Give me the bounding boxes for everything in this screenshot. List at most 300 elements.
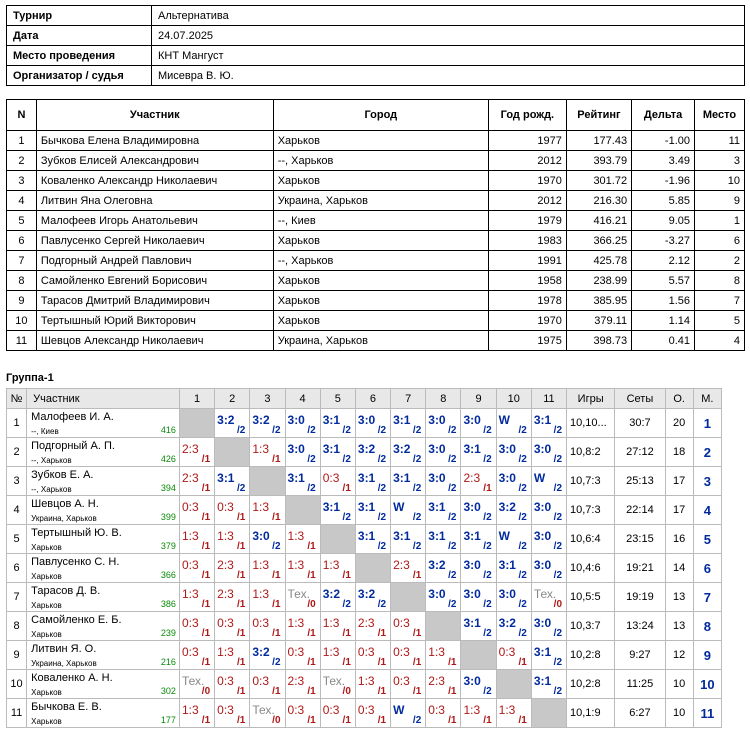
row-number: 5 — [7, 525, 27, 554]
game-score: 3:0 — [428, 413, 446, 427]
participant-city: Харьков — [31, 572, 62, 581]
game-result-cell — [426, 670, 461, 699]
game-result-cell — [320, 554, 355, 583]
game-result-cell — [461, 438, 496, 467]
participant-city: Украина, Харьков — [31, 659, 97, 668]
info-row — [7, 46, 745, 66]
crosstable-row — [7, 699, 722, 728]
game-points: /2 — [483, 686, 492, 697]
game-score: 0:3 — [322, 471, 340, 485]
crosstable-row — [7, 496, 722, 525]
final-place: 9 — [693, 641, 721, 670]
games-summary: 10,1:9 — [567, 699, 615, 728]
players-column-header: Участник — [36, 100, 273, 131]
crosstable-row — [7, 409, 722, 438]
row-number: 10 — [7, 670, 27, 699]
game-points: /1 — [236, 686, 246, 697]
game-points: /2 — [377, 425, 387, 436]
game-score: 2:3 — [181, 471, 199, 485]
group-crosstable — [6, 388, 722, 728]
crosstable-column-header: Игры — [567, 389, 615, 409]
game-points: /1 — [448, 715, 457, 726]
player-cell: Украина, Харьков — [273, 331, 488, 351]
game-score: 3:2 — [252, 645, 270, 659]
participant-cell — [27, 496, 180, 525]
final-place: 5 — [693, 525, 721, 554]
info-value: КНТ Мангуст — [152, 46, 745, 66]
game-score: 1:3 — [322, 616, 340, 630]
game-points: /1 — [236, 657, 246, 668]
participant-name: Литвин Я. О. — [31, 643, 97, 655]
player-cell: Тертышный Юрий Викторович — [36, 311, 273, 331]
game-points: /1 — [377, 628, 387, 639]
crosstable-column-header: О. — [665, 389, 693, 409]
sets-summary: 30:7 — [615, 409, 665, 438]
game-score: 1:3 — [252, 558, 270, 572]
game-score: W — [533, 471, 546, 485]
game-score: 3:2 — [357, 442, 376, 456]
game-score: 3:1 — [393, 529, 411, 543]
game-score: 3:2 — [322, 587, 341, 601]
player-cell: Малофеев Игорь Анатольевич — [36, 211, 273, 231]
game-points: /1 — [201, 599, 211, 610]
crosstable-column-header: 6 — [355, 389, 390, 409]
game-result-cell — [391, 467, 426, 496]
game-result-cell — [461, 699, 496, 728]
game-score: 3:0 — [287, 413, 305, 427]
final-place: 4 — [693, 496, 721, 525]
final-place: 1 — [693, 409, 721, 438]
participant-rating: 416 — [160, 425, 176, 435]
game-points: /1 — [307, 686, 316, 697]
game-result-cell — [531, 438, 566, 467]
game-score: 0:3 — [181, 500, 199, 514]
game-result-cell — [179, 670, 214, 699]
player-cell: 5 — [7, 211, 37, 231]
game-points: /2 — [236, 483, 246, 494]
game-points: /1 — [236, 715, 246, 726]
game-score: 1:3 — [463, 703, 481, 717]
game-score: W — [393, 500, 405, 514]
game-score: 0:3 — [217, 616, 234, 630]
game-result-cell — [320, 699, 355, 728]
player-cell: --, Харьков — [273, 151, 488, 171]
row-number: 1 — [7, 409, 27, 438]
final-place: 3 — [693, 467, 721, 496]
game-score: Тех. — [181, 674, 205, 688]
game-score: 3:0 — [428, 442, 446, 456]
game-result-cell — [355, 438, 390, 467]
game-points: /2 — [553, 541, 563, 552]
crosstable-row — [7, 467, 722, 496]
crosstable-column-header: 4 — [285, 389, 320, 409]
game-points: /1 — [201, 628, 211, 639]
game-result-cell — [426, 641, 461, 670]
participant-rating: 177 — [160, 715, 176, 725]
game-score: 1:3 — [287, 529, 305, 543]
participant-city: Харьков — [31, 601, 62, 610]
game-score: 3:0 — [287, 442, 305, 456]
game-points: /2 — [236, 425, 246, 436]
crosstable-column-header: 9 — [461, 389, 496, 409]
diagonal-cell — [496, 670, 531, 699]
player-cell: 216.30 — [566, 191, 631, 211]
row-number: 7 — [7, 583, 27, 612]
game-score: 1:3 — [498, 703, 516, 717]
participant-name: Тертышный Ю. В. — [31, 527, 122, 539]
game-points: /2 — [272, 657, 281, 668]
game-result-cell — [215, 525, 250, 554]
game-score: 0:3 — [217, 674, 234, 688]
crosstable-column-header: 11 — [531, 389, 566, 409]
game-result-cell — [461, 670, 496, 699]
crosstable-row — [7, 670, 722, 699]
player-cell: 1 — [7, 131, 37, 151]
game-points: /2 — [518, 425, 527, 436]
player-cell: -3.27 — [632, 231, 695, 251]
game-score: 3:1 — [428, 529, 446, 543]
game-result-cell — [320, 496, 355, 525]
game-points: /0 — [201, 686, 211, 697]
final-place: 10 — [693, 670, 721, 699]
points-total: 20 — [665, 409, 693, 438]
game-points: /2 — [518, 512, 527, 523]
game-points: /1 — [307, 541, 316, 552]
game-score: 2:3 — [428, 674, 445, 688]
games-summary: 10,3:7 — [567, 612, 615, 641]
crosstable-row — [7, 554, 722, 583]
game-score: 3:1 — [287, 471, 305, 485]
player-cell: 8 — [695, 271, 745, 291]
game-result-cell — [320, 612, 355, 641]
game-points: /2 — [307, 483, 316, 494]
player-cell: Харьков — [273, 231, 488, 251]
players-column-header: Год рожд. — [488, 100, 566, 131]
game-score: 0:3 — [287, 703, 305, 717]
player-cell: 3.49 — [632, 151, 695, 171]
game-result-cell — [250, 641, 285, 670]
game-points: /1 — [272, 570, 281, 581]
game-points: /0 — [342, 686, 351, 697]
game-result-cell — [179, 641, 214, 670]
game-points: /1 — [272, 512, 281, 523]
game-result-cell — [461, 525, 496, 554]
participant-city: Украина, Харьков — [31, 514, 97, 523]
sets-summary: 23:15 — [615, 525, 665, 554]
game-score: 0:3 — [393, 645, 410, 659]
game-points: /1 — [201, 657, 211, 668]
game-points: /1 — [272, 454, 281, 465]
sets-summary: 27:12 — [615, 438, 665, 467]
game-score: 3:1 — [463, 616, 481, 630]
crosstable-column-header: 1 — [179, 389, 214, 409]
participant-rating: 216 — [160, 657, 176, 667]
sets-summary: 9:27 — [615, 641, 665, 670]
participant-name: Бычкова Е. В. — [31, 701, 102, 713]
game-points: /2 — [448, 425, 457, 436]
game-result-cell — [391, 409, 426, 438]
diagonal-cell — [250, 467, 285, 496]
game-points: /1 — [342, 657, 351, 668]
game-score: 2:3 — [217, 558, 234, 572]
game-score: 0:3 — [393, 674, 410, 688]
game-result-cell — [179, 612, 214, 641]
player-cell: 6 — [7, 231, 37, 251]
game-points: /2 — [448, 512, 457, 523]
game-result-cell — [285, 699, 320, 728]
player-row — [7, 131, 745, 151]
game-points: /2 — [377, 541, 387, 552]
game-result-cell — [250, 438, 285, 467]
game-result-cell — [461, 554, 496, 583]
game-score: 3:0 — [533, 529, 552, 543]
player-row — [7, 171, 745, 191]
sets-summary: 6:27 — [615, 699, 665, 728]
game-score: 3:2 — [252, 413, 270, 427]
games-summary: 10,10... — [567, 409, 615, 438]
game-score: Тех. — [533, 587, 557, 601]
player-cell: 5.85 — [632, 191, 695, 211]
game-score: 3:2 — [428, 558, 446, 572]
game-score: 1:3 — [322, 558, 340, 572]
game-result-cell — [355, 641, 390, 670]
participant-name: Тарасов Д. В. — [31, 585, 101, 597]
game-points: /2 — [448, 599, 457, 610]
game-score: 3:0 — [463, 587, 481, 601]
player-cell: 9 — [695, 191, 745, 211]
participant-rating: 379 — [160, 541, 176, 551]
game-points: /1 — [412, 628, 422, 639]
sets-summary: 22:14 — [615, 496, 665, 525]
game-result-cell — [320, 641, 355, 670]
game-points: /2 — [518, 628, 527, 639]
game-result-cell — [531, 670, 566, 699]
game-points: /2 — [342, 454, 351, 465]
games-summary: 10,2:8 — [567, 670, 615, 699]
game-points: /1 — [342, 715, 351, 726]
game-points: /2 — [483, 425, 492, 436]
player-cell: 1975 — [488, 331, 566, 351]
player-cell: 2 — [7, 151, 37, 171]
info-row — [7, 26, 745, 46]
game-points: /2 — [448, 454, 457, 465]
games-summary: 10,5:5 — [567, 583, 615, 612]
game-score: 2:3 — [217, 587, 234, 601]
participant-city: --, Киев — [31, 427, 59, 436]
game-score: 1:3 — [428, 645, 445, 659]
game-score: 3:1 — [533, 413, 552, 427]
game-points: /1 — [272, 599, 281, 610]
player-cell: 398.73 — [566, 331, 631, 351]
game-score: 3:0 — [498, 442, 516, 456]
game-result-cell — [215, 670, 250, 699]
info-value: Альтернатива — [152, 6, 745, 26]
game-score: 3:0 — [533, 500, 552, 514]
game-points: /2 — [553, 657, 563, 668]
games-summary: 10,6:4 — [567, 525, 615, 554]
game-result-cell — [215, 699, 250, 728]
players-column-header: Город — [273, 100, 488, 131]
player-row — [7, 231, 745, 251]
player-cell: 1970 — [488, 171, 566, 191]
game-score: 3:0 — [533, 558, 552, 572]
game-result-cell — [285, 438, 320, 467]
game-score: 3:1 — [322, 413, 341, 427]
game-points: /1 — [201, 715, 211, 726]
group-title: Группа-1 — [6, 372, 54, 384]
player-cell: 2 — [695, 251, 745, 271]
participant-cell — [27, 612, 180, 641]
player-cell: 3 — [695, 151, 745, 171]
game-points: /2 — [483, 628, 492, 639]
game-score: 0:3 — [217, 703, 234, 717]
participant-rating: 386 — [160, 599, 176, 609]
game-score: 0:3 — [357, 703, 375, 717]
participant-name: Коваленко А. Н. — [31, 672, 113, 684]
game-result-cell — [496, 409, 531, 438]
game-result-cell — [320, 467, 355, 496]
game-result-cell — [426, 699, 461, 728]
sets-summary: 13:24 — [615, 612, 665, 641]
diagonal-cell — [320, 525, 355, 554]
game-score: 3:0 — [463, 674, 481, 688]
game-score: W — [498, 413, 510, 427]
game-score: 0:3 — [217, 500, 234, 514]
game-score: 3:2 — [217, 413, 235, 427]
game-points: /1 — [236, 512, 246, 523]
game-score: 3:0 — [498, 587, 516, 601]
game-score: 1:3 — [252, 500, 270, 514]
info-label: Турнир — [7, 6, 152, 26]
game-score: 3:1 — [357, 471, 376, 485]
player-cell: 10 — [695, 171, 745, 191]
players-column-header: Рейтинг — [566, 100, 631, 131]
player-cell: 385.95 — [566, 291, 631, 311]
game-result-cell — [531, 583, 566, 612]
game-score: 3:0 — [498, 471, 516, 485]
participant-cell — [27, 525, 180, 554]
game-points: /1 — [377, 715, 387, 726]
player-cell: 1977 — [488, 131, 566, 151]
participant-city: --, Харьков — [31, 485, 72, 494]
game-score: 3:1 — [533, 645, 552, 659]
game-score: 0:3 — [322, 703, 340, 717]
game-points: /1 — [307, 570, 316, 581]
players-column-header: Дельта — [632, 100, 695, 131]
player-cell: 425.78 — [566, 251, 631, 271]
sets-summary: 19:21 — [615, 554, 665, 583]
game-points: /2 — [412, 512, 422, 523]
crosstable-column-header: Сеты — [615, 389, 665, 409]
game-score: 3:1 — [357, 500, 376, 514]
player-cell: 416.21 — [566, 211, 631, 231]
game-result-cell — [250, 612, 285, 641]
game-points: /2 — [518, 483, 527, 494]
game-score: 3:0 — [463, 413, 481, 427]
game-score: 3:1 — [322, 500, 341, 514]
points-total: 10 — [665, 670, 693, 699]
points-total: 17 — [665, 467, 693, 496]
info-label: Место проведения — [7, 46, 152, 66]
game-points: /2 — [412, 454, 422, 465]
player-cell: 2012 — [488, 191, 566, 211]
game-result-cell — [355, 699, 390, 728]
game-points: /1 — [518, 715, 527, 726]
player-cell: 5 — [695, 311, 745, 331]
game-points: /1 — [342, 628, 351, 639]
game-score: 3:0 — [252, 529, 270, 543]
sets-summary: 25:13 — [615, 467, 665, 496]
points-total: 17 — [665, 496, 693, 525]
game-result-cell — [391, 554, 426, 583]
participant-city: Харьков — [31, 688, 62, 697]
game-result-cell — [250, 583, 285, 612]
game-result-cell — [426, 409, 461, 438]
player-cell: 238.99 — [566, 271, 631, 291]
game-score: Тех. — [322, 674, 346, 688]
game-result-cell — [215, 641, 250, 670]
player-cell: Подгорный Андрей Павлович — [36, 251, 273, 271]
game-result-cell — [355, 525, 390, 554]
game-result-cell — [531, 496, 566, 525]
player-row — [7, 211, 745, 231]
game-result-cell — [461, 583, 496, 612]
crosstable-column-header: 10 — [496, 389, 531, 409]
game-points: /2 — [448, 483, 457, 494]
player-cell: 10 — [7, 311, 37, 331]
participant-rating: 399 — [160, 512, 176, 522]
game-result-cell — [355, 496, 390, 525]
game-result-cell — [215, 409, 250, 438]
game-result-cell — [285, 583, 320, 612]
points-total: 14 — [665, 554, 693, 583]
game-result-cell — [426, 554, 461, 583]
game-result-cell — [496, 525, 531, 554]
game-result-cell — [531, 467, 566, 496]
row-number: 3 — [7, 467, 27, 496]
game-points: /2 — [553, 512, 563, 523]
game-score: 1:3 — [252, 442, 270, 456]
player-row — [7, 191, 745, 211]
game-points: /2 — [342, 512, 351, 523]
game-points: /0 — [272, 715, 281, 726]
game-result-cell — [531, 525, 566, 554]
diagonal-cell — [215, 438, 250, 467]
player-cell: -1.96 — [632, 171, 695, 191]
crosstable-column-header: 3 — [250, 389, 285, 409]
participant-cell — [27, 699, 180, 728]
game-score: 1:3 — [287, 616, 305, 630]
game-points: /1 — [201, 483, 211, 494]
final-place: 2 — [693, 438, 721, 467]
game-result-cell — [531, 409, 566, 438]
tournament-info-table — [6, 5, 745, 86]
game-result-cell — [285, 409, 320, 438]
game-points: /1 — [272, 686, 281, 697]
game-result-cell — [215, 496, 250, 525]
participant-city: --, Харьков — [31, 456, 72, 465]
player-cell: Самойленко Евгений Борисович — [36, 271, 273, 291]
games-summary: 10,2:8 — [567, 641, 615, 670]
game-result-cell — [426, 496, 461, 525]
game-score: 1:3 — [252, 587, 270, 601]
game-score: Тех. — [252, 703, 275, 717]
participant-rating: 366 — [160, 570, 176, 580]
game-result-cell — [531, 554, 566, 583]
game-points: /2 — [448, 570, 457, 581]
game-score: 1:3 — [217, 529, 234, 543]
game-points: /1 — [201, 512, 211, 523]
